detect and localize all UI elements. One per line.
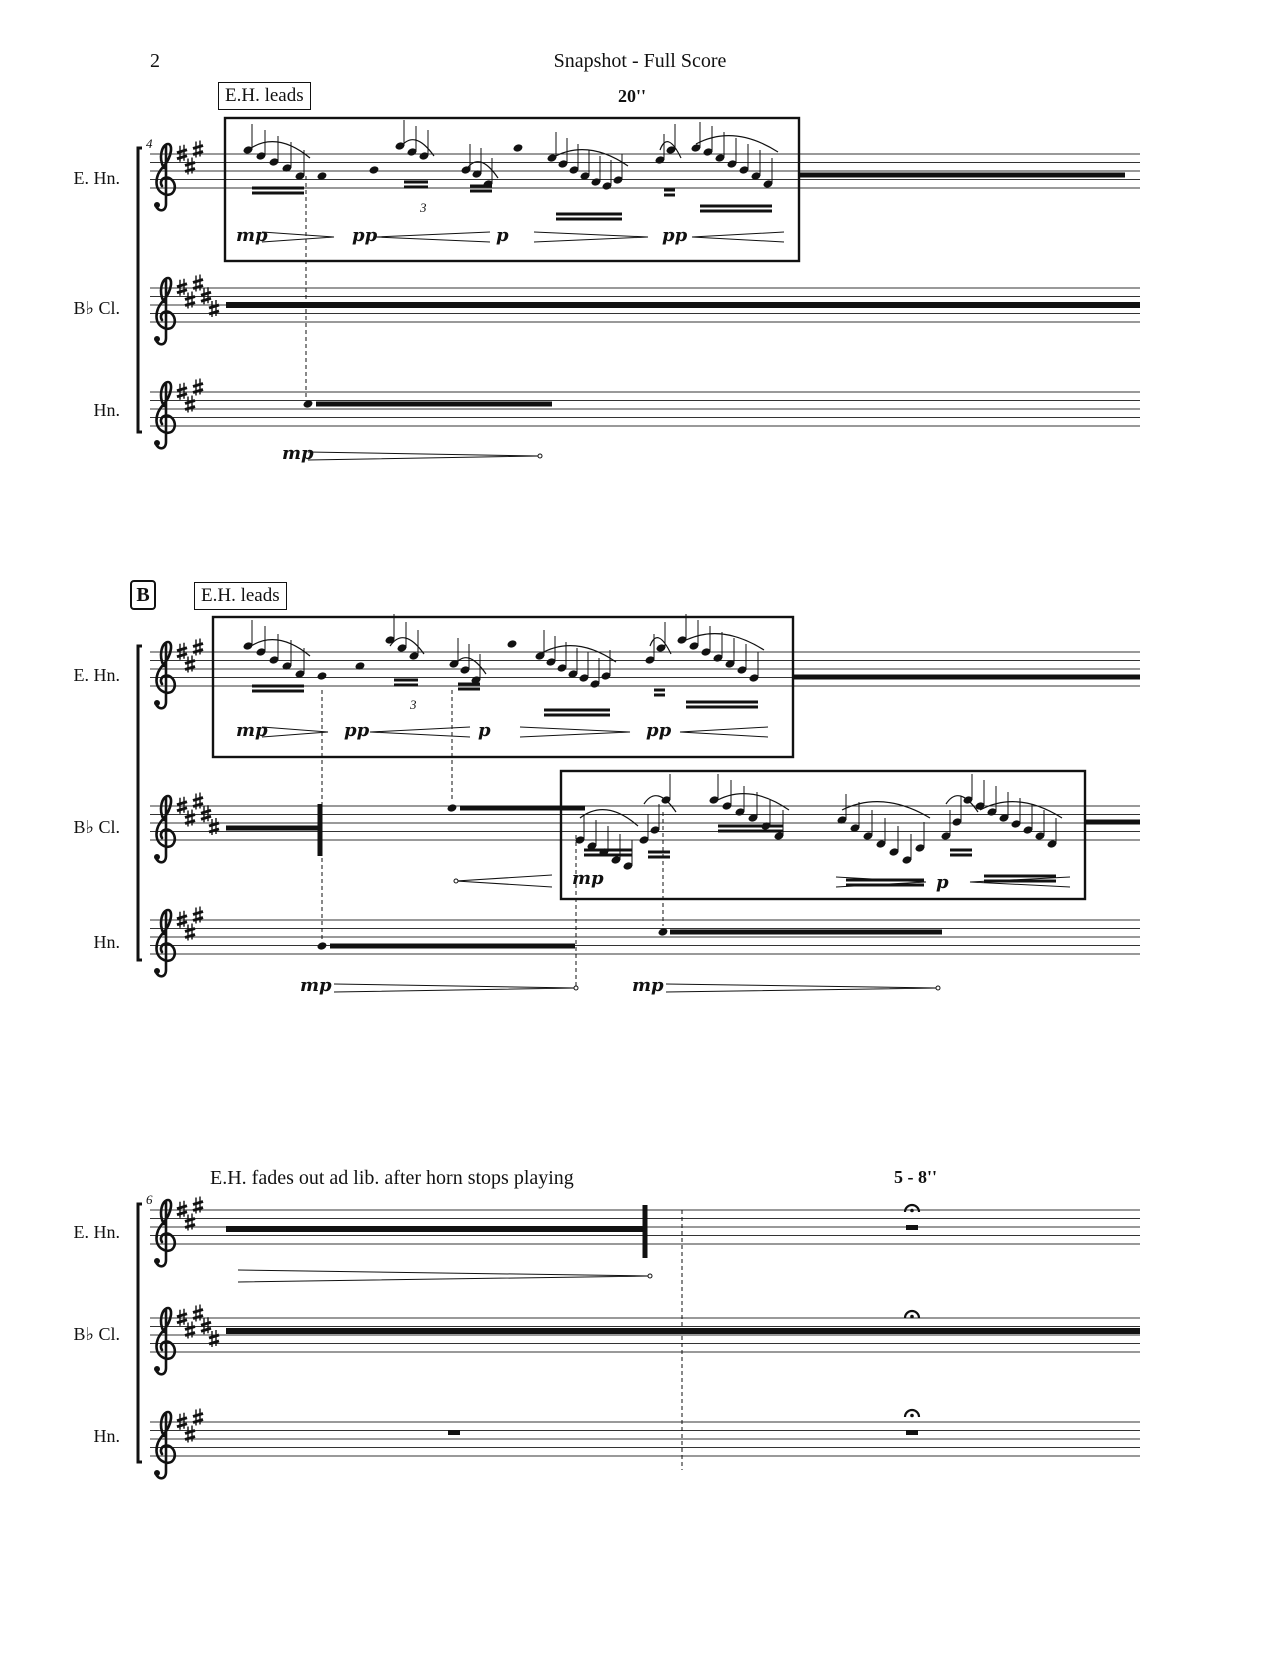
measure-number: 4 — [146, 136, 153, 151]
sharp-icon — [185, 924, 195, 941]
instrument-label-english-horn: E. Hn. — [73, 168, 120, 188]
sharp-icon — [193, 639, 203, 656]
hairpin — [666, 984, 938, 992]
rest — [906, 1225, 918, 1230]
dynamic-marking: p — [936, 872, 949, 893]
hairpin — [262, 727, 328, 737]
hairpin — [376, 232, 490, 242]
dynamic-marking: pp — [646, 720, 672, 741]
sharp-icon — [193, 379, 203, 396]
sharp-icon — [193, 793, 203, 810]
niente-circle — [574, 986, 578, 990]
system-bracket — [138, 1204, 142, 1462]
sharp-icon — [177, 1309, 187, 1326]
slur — [644, 796, 676, 812]
staff-lines — [138, 148, 1140, 1462]
system-bracket — [138, 148, 142, 432]
instrument-label-horn: Hn. — [93, 400, 120, 420]
hairpin — [334, 984, 576, 992]
hairpin — [308, 452, 540, 460]
dynamic-marking: mp — [236, 225, 268, 246]
sharp-icon — [177, 1201, 187, 1218]
instrument-label-english-horn: E. Hn. — [73, 1222, 120, 1242]
niente-circle — [936, 986, 940, 990]
duration-marking: 20'' — [618, 86, 647, 106]
dynamic-marking: pp — [344, 720, 370, 741]
sharp-icon — [185, 1426, 195, 1443]
hairpin — [370, 727, 470, 737]
instrument-label-clarinet: B♭ Cl. — [73, 298, 120, 318]
page-number: 2 — [150, 50, 160, 72]
hairpin — [692, 232, 784, 242]
niente-circle — [538, 454, 542, 458]
sharp-icon — [193, 275, 203, 292]
sharp-icon — [177, 1413, 187, 1430]
sharp-icon — [185, 656, 195, 673]
clefs-and-keys — [154, 141, 219, 1479]
rest — [906, 1430, 918, 1435]
slur — [946, 796, 978, 812]
performance-instruction: E.H. fades out ad lib. after horn stops playing — [210, 1167, 574, 1189]
niente-circle — [454, 879, 458, 883]
hairpin — [456, 875, 552, 887]
notehead — [317, 671, 328, 681]
fermata-icon — [905, 1311, 919, 1318]
fermata-icon — [905, 1410, 919, 1417]
sharp-icon — [201, 1317, 211, 1334]
tuplet-number: 3 — [410, 697, 417, 712]
dynamic-marking: mp — [236, 720, 268, 741]
sharp-icon — [185, 158, 195, 175]
sharp-icon — [209, 300, 219, 317]
notes — [243, 120, 1062, 1435]
measure-number: 6 — [146, 1192, 153, 1207]
sharp-icon — [209, 1330, 219, 1347]
eh-leads-label: E.H. leads — [218, 82, 311, 110]
sharp-icon — [185, 1322, 195, 1339]
dynamic-marking: mp — [282, 443, 314, 464]
sharp-icon — [185, 292, 195, 309]
sharp-icon — [185, 1214, 195, 1231]
sharp-icon — [177, 797, 187, 814]
sharp-icon — [177, 145, 187, 162]
sharp-icon — [193, 907, 203, 924]
dynamic-marking: mp — [632, 975, 664, 996]
dynamic-marking: mp — [572, 868, 604, 889]
notehead — [447, 803, 458, 813]
sharp-icon — [193, 1409, 203, 1426]
dynamic-marking: pp — [662, 225, 688, 246]
instrument-label-horn: Hn. — [93, 932, 120, 952]
slur — [842, 802, 930, 818]
rest — [448, 1430, 460, 1435]
system-bracket — [138, 646, 142, 960]
dynamic-marking: mp — [300, 975, 332, 996]
hairpin — [262, 232, 334, 242]
fermata-icon — [905, 1205, 919, 1212]
hairpin — [520, 727, 630, 737]
sharp-icon — [185, 810, 195, 827]
rehearsal-mark: B — [130, 580, 156, 610]
page-title: Snapshot - Full Score — [553, 50, 727, 72]
hairpin — [534, 232, 648, 242]
tuplet-number: 3 — [420, 200, 427, 215]
eh-leads-label: E.H. leads — [194, 582, 287, 610]
sharp-icon — [193, 141, 203, 158]
sharp-icon — [177, 383, 187, 400]
notehead — [513, 143, 524, 153]
hairpin — [680, 727, 768, 737]
sharp-icon — [177, 911, 187, 928]
sharp-icon — [193, 1197, 203, 1214]
sharp-icon — [185, 396, 195, 413]
improvisation-box — [225, 118, 799, 261]
notehead — [317, 941, 328, 951]
dynamic-marking: pp — [352, 225, 378, 246]
slur — [580, 810, 638, 826]
slur — [466, 162, 498, 178]
duration-marking: 5 - 8'' — [894, 1167, 937, 1187]
sharp-icon — [193, 1305, 203, 1322]
hairpin — [238, 1270, 650, 1282]
sharp-icon — [209, 818, 219, 835]
instrument-label-horn: Hn. — [93, 1426, 120, 1446]
instrument-label-clarinet: B♭ Cl. — [73, 1324, 120, 1344]
notehead — [369, 165, 380, 175]
niente-circle — [648, 1274, 652, 1278]
dynamic-marking: p — [496, 225, 509, 246]
instrument-label-english-horn: E. Hn. — [73, 665, 120, 685]
instrument-label-clarinet: B♭ Cl. — [73, 817, 120, 837]
notehead — [507, 639, 518, 649]
sharp-icon — [201, 805, 211, 822]
sharp-icon — [177, 279, 187, 296]
improvisation-boxes — [213, 118, 1085, 899]
dynamic-marking: p — [478, 720, 491, 741]
sharp-icon — [177, 643, 187, 660]
sharp-icon — [201, 287, 211, 304]
